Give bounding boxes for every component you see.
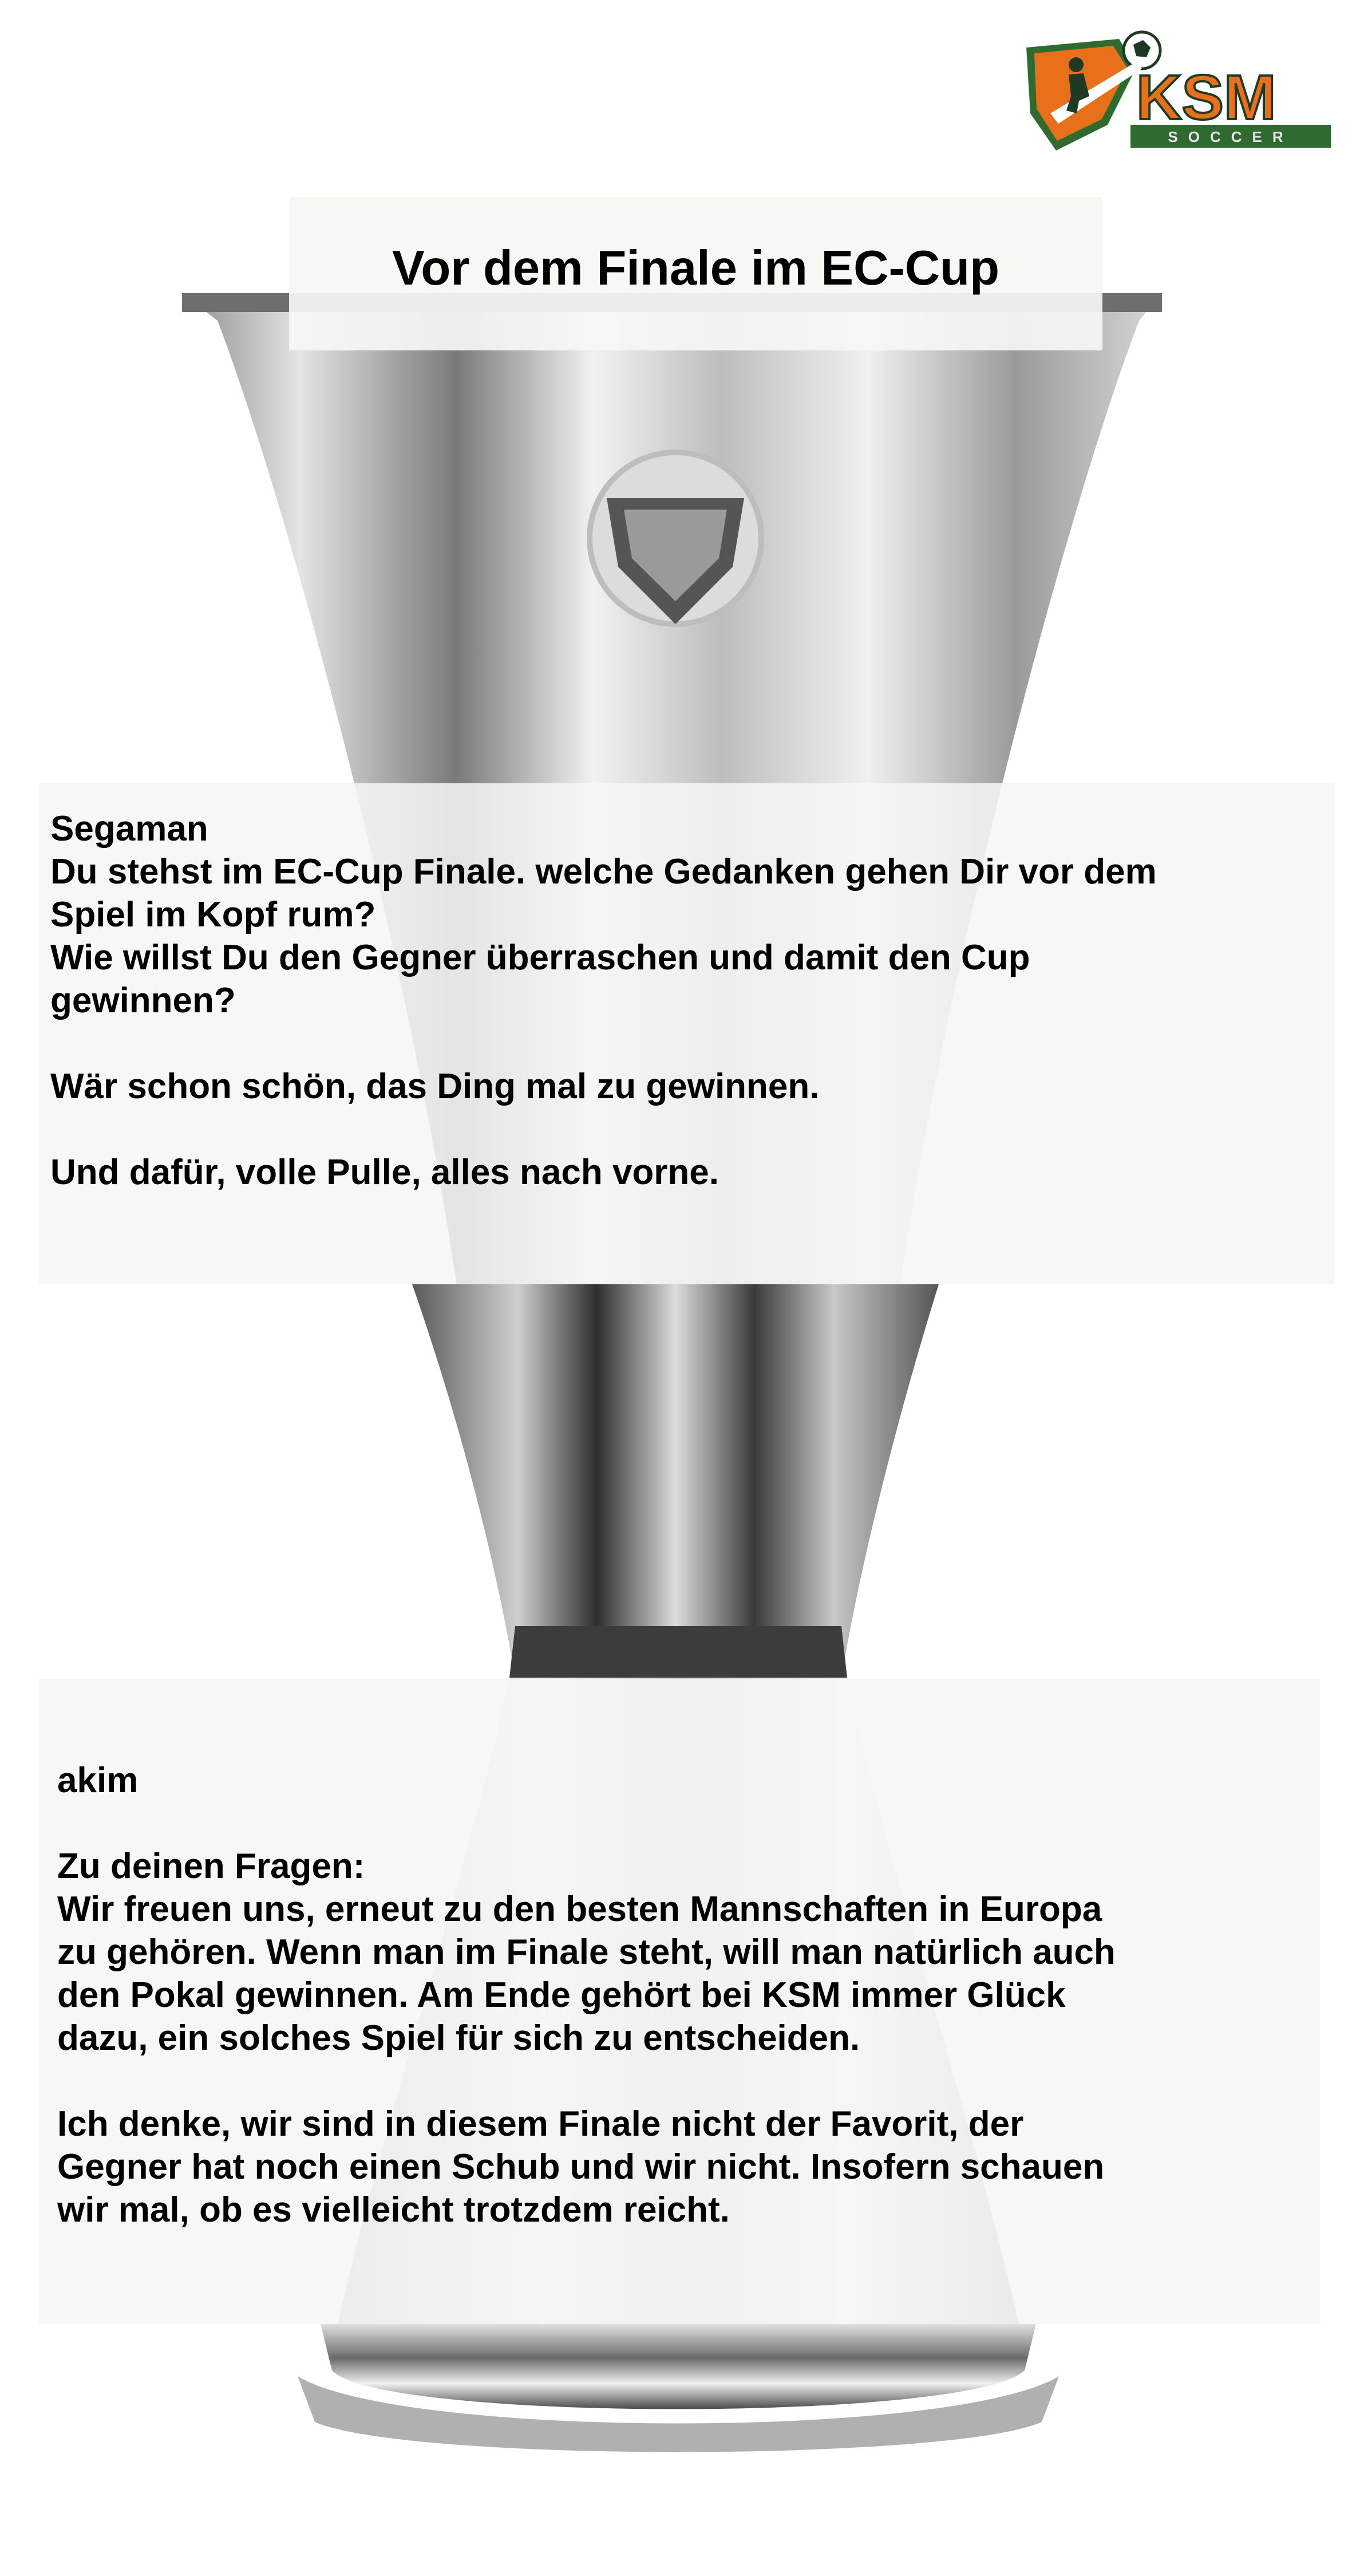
question-author: Segaman: [50, 809, 208, 849]
question-line: gewinnen?: [50, 981, 236, 1020]
reply-paragraph-1-line: zu gehören. Wenn man im Finale steht, will man natürlich auch: [57, 1932, 1116, 1972]
spacer: [57, 2060, 1320, 2102]
question-answer-1: Wär schon schön, das Ding mal zu gewinnen.: [50, 1067, 820, 1106]
question-line: Spiel im Kopf rum?: [50, 895, 376, 934]
svg-text:KSM: KSM: [1136, 62, 1276, 133]
reply-paragraph-2-line: Gegner hat noch einen Schub und wir nicht. Insofern schauen: [57, 2147, 1105, 2187]
reply-intro: Zu deinen Fragen:: [57, 1847, 365, 1886]
ksm-soccer-logo[interactable]: [1022, 27, 1331, 159]
reply-paragraph-2-line: wir mal, ob es vielleicht trotzdem reicht.: [57, 2190, 730, 2230]
question-panel: [39, 783, 1334, 1284]
spacer: [57, 1802, 1320, 1845]
reply-paragraph-1-line: Wir freuen uns, erneut zu den besten Mannschaften in Europa: [57, 1889, 1102, 1929]
reply-paragraph-1-line: den Pokal gewinnen. Am Ende gehört bei KSM immer Glück: [57, 1975, 1066, 2015]
question-answer-2: Und dafür, volle Pulle, alles nach vorne.: [50, 1153, 719, 1192]
title-panel: [289, 197, 1102, 350]
spacer: [50, 1022, 1334, 1065]
question-line: Du stehst im EC-Cup Finale. welche Gedanken gehen Dir vor dem: [50, 852, 1157, 891]
reply-paragraph-1-line: dazu, ein solches Spiel für sich zu entscheiden.: [57, 2018, 860, 2058]
logo-tagline: [1168, 128, 1293, 145]
page-title: Vor dem Finale im EC-Cup: [392, 241, 1000, 295]
spacer: [50, 1108, 1334, 1151]
logo-wordmark: [1136, 62, 1276, 133]
reply-author: akim: [57, 1761, 139, 1800]
svg-text:SOCCER: SOCCER: [1168, 128, 1294, 145]
reply-paragraph-2-line: Ich denke, wir sind in diesem Finale nicht der Favorit, der: [57, 2104, 1024, 2144]
question-line: Wie willst Du den Gegner überraschen und damit den Cup: [50, 938, 1030, 977]
reply-panel: [39, 1679, 1320, 2324]
